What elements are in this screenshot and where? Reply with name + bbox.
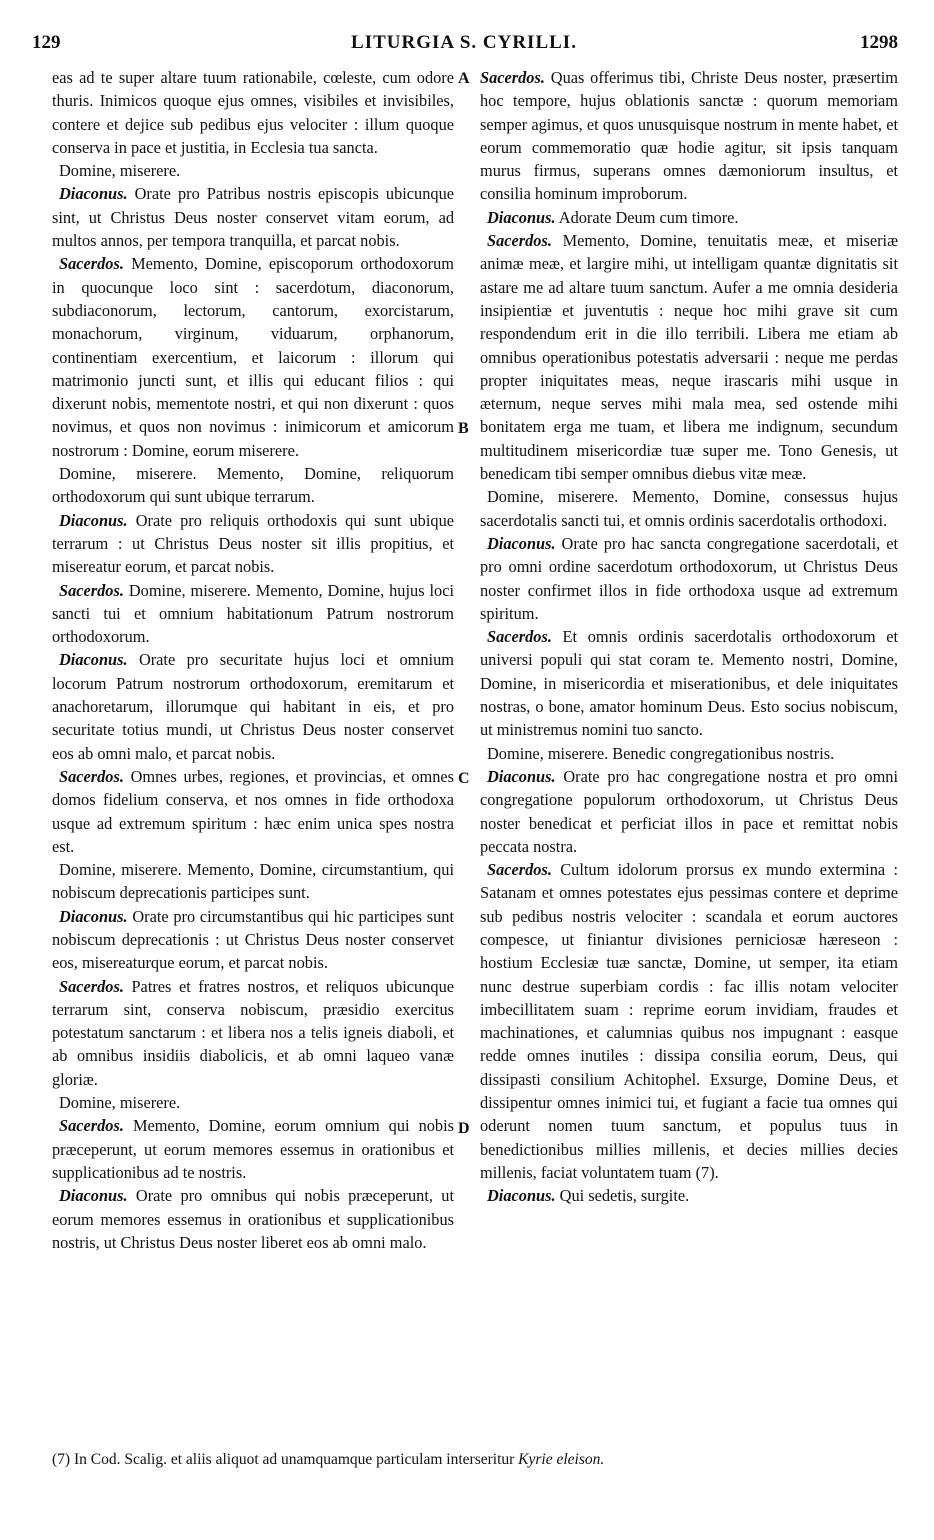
speaker-label: Diaconus. bbox=[487, 1186, 556, 1206]
paragraph bbox=[52, 509, 454, 579]
page-number-left: 129 bbox=[32, 32, 61, 53]
speaker-label: Diaconus. bbox=[59, 650, 128, 670]
paragraph bbox=[52, 858, 454, 905]
paragraph-text: Memento, Domine, eorum omnium qui nobis præceperunt, ut eorum memores essemus in orationibus et supplicationibus ad te nostris. bbox=[52, 1116, 454, 1182]
running-title: LITURGIA S. CYRILLI. bbox=[351, 32, 577, 53]
paragraph-text: Et omnis ordinis sacerdotalis orthodoxorum et universi populi qui stat coram te. Memento nostri, Domine, Domine, in misericordia et miserationibus, et dele iniquitates nostras, o bone, amator hominum Deus. Esto socius nobiscum, ut ministremus nomini tuo sancto. bbox=[480, 627, 898, 740]
paragraph bbox=[480, 229, 898, 485]
paragraph-text: Domine, miserere. Memento, Domine, reliquorum orthodoxorum qui sunt ubique terrarum. bbox=[52, 464, 454, 507]
left-column bbox=[52, 66, 454, 1254]
paragraph-text: Memento, Domine, episcoporum orthodoxorum in quocunque loco sint : sacerdotum, diaconorum, subdiaconorum, lectorum, cantorum, exorcistarum, monachorum, virginum, viduarum, orphanorum, continentiam exercentium, et laicorum : illorum qui matrimonio juncti sunt, et illis qui educant filios : qui dixerunt nobis, mementote nostri, et qui non dixerunt : quos novimus, et quos non novimus : inimicorum et amicorum nostrorum : Domine, eorum miserere. bbox=[52, 254, 454, 460]
right-column bbox=[480, 66, 898, 1208]
page-number-right: 1298 bbox=[860, 32, 898, 53]
speaker-label: Diaconus. bbox=[487, 207, 556, 227]
speaker-label: Sacerdos. bbox=[59, 766, 124, 786]
paragraph bbox=[52, 975, 454, 1091]
paragraph-text: Domine, miserere. bbox=[59, 1093, 181, 1113]
paragraph bbox=[52, 648, 454, 764]
paragraph bbox=[52, 1091, 454, 1114]
paragraph bbox=[52, 66, 454, 159]
paragraph-text: Patres et fratres nostros, et reliquos ubicunque terrarum sint, conserva nobiscum, præsidio exercitus potestatum sanctarum : et libera nos a telis igneis diaboli, et ab omnibus insidiis diabolicis, et ab omni laqueo vanæ gloriæ. bbox=[52, 976, 454, 1089]
speaker-label: Diaconus. bbox=[59, 906, 128, 926]
paragraph bbox=[52, 579, 454, 649]
paragraph bbox=[52, 765, 454, 858]
paragraph bbox=[480, 485, 898, 532]
paragraph bbox=[52, 159, 454, 182]
paragraph bbox=[480, 66, 898, 206]
speaker-label: Sacerdos. bbox=[59, 580, 124, 600]
paragraph-text: eas ad te super altare tuum rationabile, cœleste, cum odore thuris. Inimicos quoque ejus omnes, visibiles et invisibiles, contere et dejice sub pedibus ejus velociter : illum quoque conserva in pace et justitia, in Ecclesia tua sancta. bbox=[52, 68, 454, 157]
paragraph-text: Adorate Deum cum timore. bbox=[558, 207, 739, 227]
paragraph-text: Domine, miserere. Memento, Domine, consessus hujus sacerdotalis sancti tui, et omnis ordinis sacerdotalis orthodoxi. bbox=[480, 487, 898, 530]
paragraph-text: Omnes urbes, regiones, et provincias, et omnes domos fidelium conserva, et nos omnes in fide orthodoxa usque ad extremum spiritum : hæc enim unica spes nostra est. bbox=[52, 766, 455, 856]
margin-marker-b: B bbox=[458, 420, 469, 437]
paragraph bbox=[52, 252, 454, 462]
footnote-text: (7) In Cod. Scalig. et aliis aliquot ad unamquamque particulam interseritur bbox=[52, 1451, 515, 1468]
paragraph bbox=[480, 532, 898, 625]
margin-marker-d: D bbox=[458, 1120, 470, 1137]
paragraph-text: Orate pro reliquis orthodoxis qui sunt ubique terrarum : ut Christus Deus noster sit illis propitius, et misereatur eorum, et parcat nobis. bbox=[52, 510, 454, 577]
speaker-label: Sacerdos. bbox=[59, 976, 124, 996]
margin-marker-a: A bbox=[458, 70, 470, 87]
paragraph-text: Memento, Domine, tenuitatis meæ, et miseriæ animæ meæ, et largire mihi, ut intelligam quantæ dignitatis sit astare me ad altare tuum sanctum. Aufer a me omnia desideria insipientiæ et juventutis : neque hoc mihi grave sit cum respondendum erit in die illo terribili. Libera me etiam ab omnibus operationibus potestatis adversarii : neque me perdas propter iniquitates meas, neque irascaris mihi usque in æternum, neque serves mihi mala mea, sed ostende mihi bonitatem erga me tuam, et libera me indignum, secundum multitudinem misericordiæ tuæ super me. Tono Genesis, ut benedicam tibi semper omnibus diebus vitæ meæ. bbox=[480, 231, 898, 484]
paragraph-text: Cultum idolorum prorsus ex mundo extermina : Satanam et omnes potestates ejus pessimas contere et deprime sub pedibus nostris velociter : scandala et eorum auctores compesce, ut finiantur divisiones perniciosæ hæreseon : hostium Ecclesiæ tuæ sanctæ, Domine, ut semper, ita etiam nunc destrue superbiam cordis : fac illis notam velociter imbecillitatem suam : reprime eorum invidiam, fraudes et machinationes, et calumnias quibus nos impugnant : easque redde omnes inutiles : dissipa consilia eorum, Deus, qui dissipasti consilium Achitophel. Exsurge, Domine Deus, et dissipentur omnes inimici tui, et fugiant a facie tua omnes qui oderunt nomen tuum sanctum, et populus tuus in benedictionibus millies millenis, et decies millies decies millenis, faciat voluntatem tuam (7). bbox=[480, 860, 898, 1182]
footnote bbox=[52, 1450, 912, 1470]
paragraph-text: Qui sedetis, surgite. bbox=[559, 1186, 690, 1206]
paragraph bbox=[480, 625, 898, 741]
paragraph-text: Domine, miserere. Memento, Domine, circumstantium, qui nobiscum deprecationis participes sunt. bbox=[52, 860, 454, 903]
footnote-italic: Kyrie eleison. bbox=[518, 1451, 605, 1468]
paragraph bbox=[480, 1184, 898, 1207]
paragraph-text: Quas offerimus tibi, Christe Deus noster, præsertim hoc tempore, hujus oblationis sanctæ : quorum memoriam semper agimus, et quos unusquisque nostrum in mente habet, et eorum commemoratio quæ hodie agitur, sit ipsis tanquam murus firmus, superans omnes dæmoniorum insultus, et consilia hominum improborum. bbox=[480, 68, 898, 204]
paragraph-text: Orate pro hac congregatione nostra et pro omni congregatione populorum orthodoxorum, ut Christus Deus noster benedicat et perficiat illos in pace et remittat nobis peccata nostra. bbox=[480, 766, 898, 856]
paragraph-text: Orate pro omnibus qui nobis præceperunt, ut eorum memores essemus in orationibus et supplicationibus nostris, ut Christus Deus noster liberet eos ab omni malo. bbox=[52, 1186, 454, 1252]
paragraph bbox=[52, 182, 454, 252]
paragraph-text: Domine, miserere. Memento, Domine, hujus loci sancti tui et omnium habitationum Patrum nostrorum orthodoxorum. bbox=[52, 580, 454, 647]
paragraph bbox=[52, 1184, 454, 1254]
speaker-label: Diaconus. bbox=[59, 510, 128, 530]
paragraph bbox=[480, 206, 898, 229]
speaker-label: Sacerdos. bbox=[480, 68, 545, 87]
paragraph bbox=[52, 1114, 454, 1184]
paragraph-text: Domine, miserere. bbox=[59, 161, 181, 181]
running-header bbox=[30, 32, 898, 60]
margin-marker-c: C bbox=[458, 770, 470, 787]
paragraph bbox=[52, 905, 454, 975]
paragraph bbox=[52, 462, 454, 509]
speaker-label: Sacerdos. bbox=[487, 231, 552, 251]
speaker-label: Diaconus. bbox=[487, 766, 556, 786]
paragraph-text: Orate pro circumstantibus qui hic participes sunt nobiscum deprecationis : ut Christus Deus noster conservet eos, misereaturque eorum, et parcat nobis. bbox=[52, 906, 454, 973]
speaker-label: Diaconus. bbox=[487, 533, 556, 553]
paragraph-text: Domine, miserere. Benedic congregationibus nostris. bbox=[487, 743, 835, 763]
speaker-label: Sacerdos. bbox=[487, 627, 552, 647]
paragraph bbox=[480, 742, 898, 765]
speaker-label: Diaconus. bbox=[59, 1186, 128, 1206]
paragraph-text: Orate pro securitate hujus loci et omnium locorum Patrum nostrorum orthodoxorum, eremitarum et anachoretarum, illorumque qui habitant in eis, et pro securitate totius mundi, ut Christus Deus noster conservet eos ab omni malo, et parcat nobis. bbox=[52, 650, 454, 763]
speaker-label: Diaconus. bbox=[59, 184, 128, 204]
speaker-label: Sacerdos. bbox=[59, 1116, 124, 1136]
paragraph bbox=[480, 858, 898, 1184]
speaker-label: Sacerdos. bbox=[487, 860, 552, 880]
paragraph-text: Orate pro Patribus nostris episcopis ubicunque sint, ut Christus Deus noster conservet vitam eorum, ad multos annos, per tempora tranquilla, et parcat nobis. bbox=[52, 184, 454, 251]
speaker-label: Sacerdos. bbox=[59, 254, 124, 274]
paragraph bbox=[480, 765, 898, 858]
paragraph-text: Orate pro hac sancta congregatione sacerdotali, et pro omni ordine sacerdotum orthodoxorum, ut Christus Deus noster confirmet illos in fide orthodoxa usque ad extremum spiritum. bbox=[480, 533, 898, 623]
